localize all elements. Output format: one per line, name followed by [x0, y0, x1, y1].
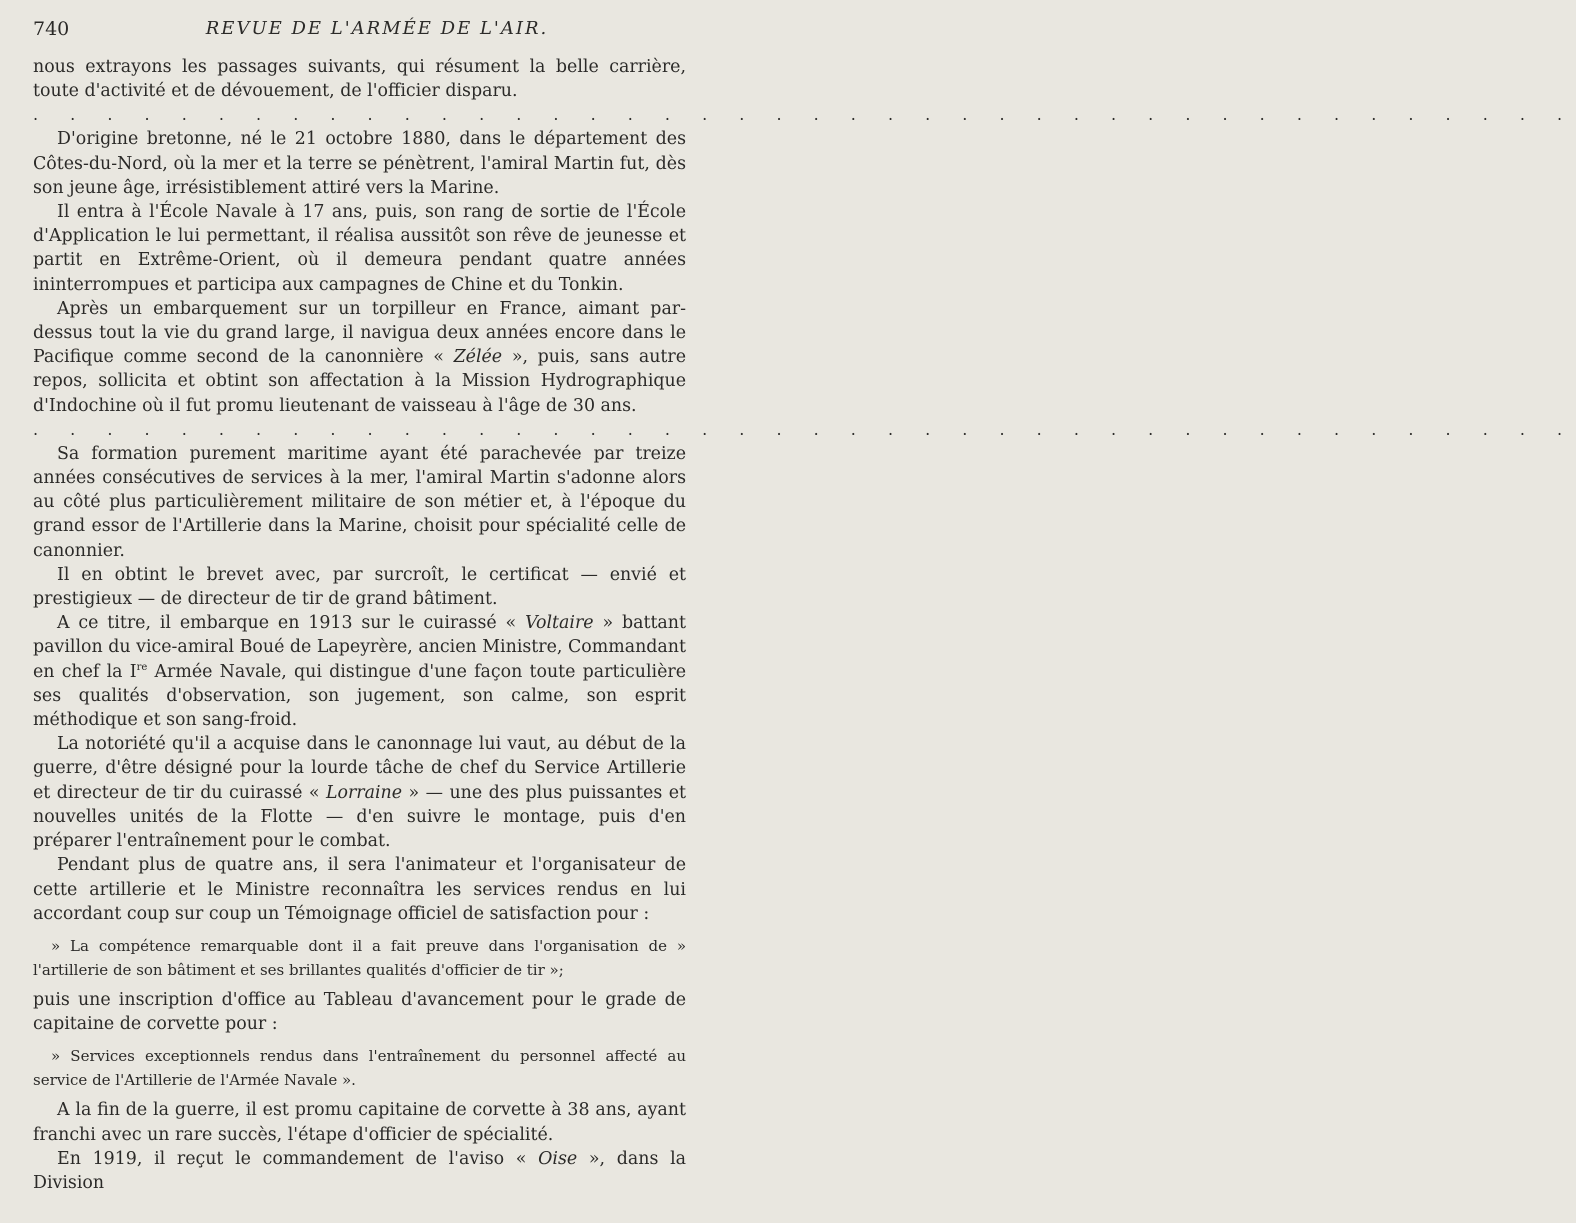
text-run: Armée Navale, qui distingue d'une façon toute particulière ses qualités d'observation, son jugement, son calme, son esprit méthodique et son sang-froid. [33, 661, 686, 731]
ship-name: Oise [538, 1148, 578, 1169]
running-title: REVUE DE L'ARMÉE DE L'AIR. [205, 18, 549, 39]
ellipsis-separator: . . . . . . . . . . . . . . . . . . . . . . . . . . . . . . . . . . . . . . . . . . [33, 105, 1576, 125]
text-run: La notoriété qu'il a acquise dans le canonnage lui vaut, au début de la guerre, d'être désigné pour la lourde tâche de chef du Service Artillerie et directeur de tir du cuirassé « [33, 734, 686, 803]
paragraph-inscription: puis une inscription d'office au Tableau d'avancement pour le grade de capitaine de corvette pour : [33, 989, 686, 1035]
paragraph-voltaire [33, 611, 686, 732]
paragraph-lorraine [33, 732, 686, 853]
text-run: », puis, sans autre repos, sollicita et obtint son affectation à la Mission Hydrographique d'Indochine où il fut promu lieutenant de vaisseau à l'âge de 30 ans. [33, 347, 686, 416]
page-number: 740 [33, 18, 70, 40]
text-run: En 1919, il reçut le commandement de l'aviso « [57, 1148, 527, 1169]
ship-name: Voltaire [525, 613, 594, 634]
paragraph-ecole-navale: Il entra à l'École Navale à 17 ans, puis, son rang de sortie de l'École d'Application le lui permettant, il réalisa aussitôt son rêve de jeunesse et partit en Extrême-Orient, où il demeura pendant quatre années ininterrompues et participa aux campagnes de Chine et du Tonkin. [33, 202, 686, 295]
paragraph-fin-guerre: A la fin de la guerre, il est promu capitaine de corvette à 38 ans, ayant franchi avec un rare succès, l'étape d'officier de spécialité. [33, 1100, 686, 1145]
text-run: » battant pavillon du vice-amiral Boué de Lapeyrère, ancien Ministre, Commandant en chef la I [33, 613, 686, 682]
text-run: » — une des plus puissantes et nouvelles unités de la Flotte — d'en suivre le montage, puis d'en préparer l'entraînement pour le combat. [33, 782, 686, 852]
ship-name: Zélée [453, 347, 503, 368]
quote-services: » Services exceptionnels rendus dans l'entraînement du personnel affecté au service de l'Artillerie de l'Armée Navale ». [33, 1047, 686, 1090]
page-header [0, 14, 714, 44]
quote-competence: » La compétence remarquable dont il a fait preuve dans l'organisation de » l'artillerie de son bâtiment et ses brillantes qualités d'officier de tir »; [33, 936, 686, 979]
text-run: A ce titre, il embarque en 1913 sur le cuirassé « [57, 613, 517, 634]
paragraph-intro: nous extrayons les passages suivants, qui résument la belle carrière, toute d'activité et de dévouement, de l'officier disparu. [33, 57, 686, 102]
paragraph-formation: Sa formation purement maritime ayant été parachevée par treize années consécutives de services à la mer, l'amiral Martin s'adonne alors au côté plus particulièrement militaire de son métier et, à l'époque du grand essor de l'Artillerie dans la Marine, choisit pour spécialité celle de canonnier. [33, 443, 686, 561]
ellipsis-separator: . . . . . . . . . . . . . . . . . . . . . . . . . . . . . . . . . . . . . . . . . . [33, 419, 1576, 439]
text-run: Après un embarquement sur un torpilleur en France, aimant par-dessus tout la vie du grand large, il navigua deux années encore dans le Pacifique comme second de la canonnière « [33, 298, 686, 368]
page-body [33, 55, 1576, 1195]
paragraph-pacifique [33, 297, 686, 418]
superscript: re [136, 661, 148, 673]
ship-name: Lorraine [325, 782, 403, 803]
text-run: », dans la Division [33, 1148, 687, 1193]
paragraph-origins: D'origine bretonne, né le 21 octobre 1880, dans le département des Côtes-du-Nord, où la mer et la terre se pénètrent, l'amiral Martin fut, dès son jeune âge, irrésistiblement attiré vers la Marine. [33, 129, 686, 198]
paragraph-temoignage: Pendant plus de quatre ans, il sera l'animateur et l'organisateur de cette artillerie et le Ministre reconnaîtra les services rendus en lui accordant coup sur coup un Témoignage officiel de satisfaction pour : [33, 855, 686, 924]
paragraph-oise [33, 1147, 686, 1195]
paragraph-brevet: Il en obtint le brevet avec, par surcroît, le certificat — envié et prestigieux — de directeur de tir de grand bâtiment. [33, 564, 686, 610]
